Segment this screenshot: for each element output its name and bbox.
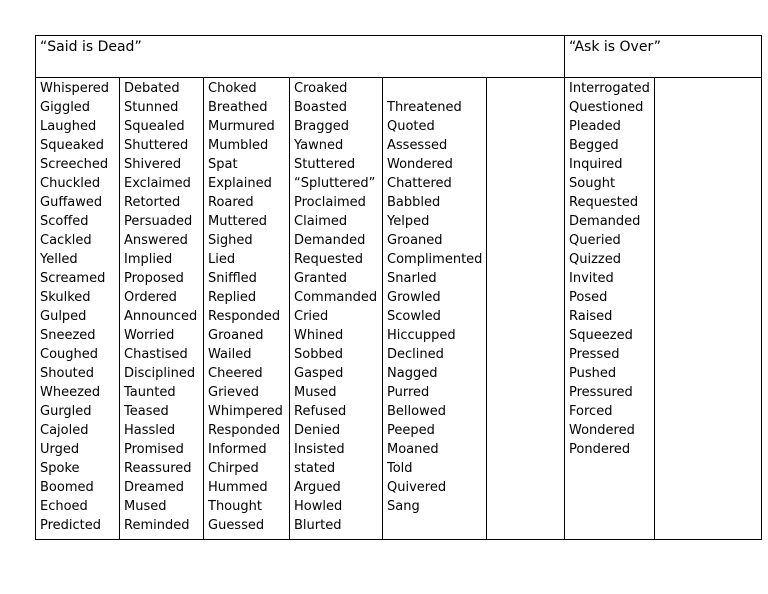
word-item: Persuaded [124,214,193,229]
word-item: Wondered [569,423,635,438]
word-item: Responded [208,309,281,324]
word-item: Interrogated [569,81,650,96]
word-item: Coughed [40,347,99,362]
word-item: Disciplined [124,366,196,381]
word-item: Boasted [294,100,347,115]
word-item: Guessed [208,518,265,533]
word-item [387,79,486,98]
word-item: Pleaded [569,119,621,134]
word-item: Chattered [387,176,452,191]
said-column-6 [487,78,565,540]
word-item: Sang [387,499,420,514]
word-item: Answered [124,233,188,248]
word-item: Groaned [387,233,443,248]
word-item: Yelled [40,252,78,267]
word-item: Laughed [40,119,97,134]
word-item: Groaned [208,328,264,343]
word-item: Sniffled [208,271,257,286]
word-item: Requested [569,195,639,210]
word-item: Pondered [569,442,631,457]
word-item: Cackled [40,233,92,248]
word-item: Posed [569,290,608,305]
word-item: Sought [569,176,616,191]
word-item: Demanded [569,214,641,229]
ask-is-over-header [565,36,762,78]
word-item: Claimed [294,214,348,229]
word-item: Yawned [294,138,344,153]
word-item: Wheezed [40,385,101,400]
word-item: Guffawed [40,195,103,210]
word-item: Shuttered [124,138,189,153]
word-item: Shivered [124,157,182,172]
word-item: Lied [208,252,236,267]
said-is-dead-title: “Said is Dead” [40,39,142,55]
word-item: Boomed [40,480,94,495]
word-item: Inquired [569,157,623,172]
word-item: Told [387,461,413,476]
word-item: Grieved [208,385,259,400]
word-item: Skulked [40,290,91,305]
word-item: Proclaimed [294,195,366,210]
word-item: Breathed [208,100,268,115]
word-item: Sighed [208,233,253,248]
word-item: Announced [124,309,198,324]
word-item: Worried [124,328,175,343]
said-column-1 [36,78,120,540]
word-item: Predicted [40,518,102,533]
word-item: Murmured [208,119,275,134]
word-item: Gulped [40,309,87,324]
word-item: Mumbled [208,138,269,153]
word-item: Begged [569,138,619,153]
word-item: Squeaked [40,138,105,153]
word-item: Chirped [208,461,259,476]
word-item: Debated [124,81,180,96]
word-item: Complimented [387,252,483,267]
word-item: Squeezed [569,328,633,343]
word-item: Wondered [387,157,453,172]
word-item: Shouted [40,366,95,381]
word-item: Peeped [387,423,435,438]
word-item: Spoke [40,461,80,476]
word-item: Proposed [124,271,184,286]
word-item: Hassled [124,423,176,438]
word-item: Echoed [40,499,88,514]
word-item: Pushed [569,366,617,381]
word-item: Invited [569,271,614,286]
word-item: Promised [124,442,184,457]
word-item: Wailed [208,347,252,362]
word-item: Urged [40,442,80,457]
word-item: Spat [208,157,238,172]
ask-column-1 [565,78,655,540]
word-item: Sneezed [40,328,96,343]
word-item: Responded [208,423,281,438]
word-item: Cried [294,309,329,324]
word-item: Granted [294,271,347,286]
said-column-3 [204,78,290,540]
word-item: Reassured [124,461,192,476]
word-item: Demanded [294,233,366,248]
word-item: Raised [569,309,613,324]
word-item: Screamed [40,271,106,286]
word-item: Stuttered [294,157,356,172]
word-item: Blurted [294,518,342,533]
word-item: Pressured [569,385,633,400]
word-item: Hiccupped [387,328,456,343]
word-item: Chuckled [40,176,101,191]
word-item: Roared [208,195,254,210]
word-item: Mused [294,385,337,400]
word-item: Screeched [40,157,109,172]
word-item: Purred [387,385,430,400]
word-item: Implied [124,252,173,267]
word-item: Threatened [387,100,462,115]
word-item: Chastised [124,347,188,362]
word-item: Cheered [208,366,263,381]
word-item: Quivered [387,480,447,495]
ask-is-over-title: “Ask is Over” [569,39,662,55]
word-item: Croaked [294,81,348,96]
word-item: Sobbed [294,347,343,362]
word-item: Mused [124,499,167,514]
word-item: Taunted [124,385,176,400]
word-item: Quoted [387,119,435,134]
word-item: Cajoled [40,423,89,438]
word-item: Assessed [387,138,448,153]
word-item: Thought [208,499,262,514]
word-item: Squealed [124,119,185,134]
word-item: Requested [294,252,364,267]
word-item: Snarled [387,271,437,286]
said-column-5 [383,78,487,540]
word-item: Nagged [387,366,438,381]
word-item: Bellowed [387,404,446,419]
word-item: Scowled [387,309,441,324]
word-item: Whispered [40,81,110,96]
word-item: Explained [208,176,272,191]
word-item: Choked [208,81,257,96]
word-item: Queried [569,233,621,248]
word-item: Insisted [294,442,345,457]
word-item: Howled [294,499,343,514]
word-item: Refused [294,404,347,419]
word-item: Stunned [124,100,179,115]
word-item: Yelped [387,214,430,229]
word-item: Replied [208,290,257,305]
word-item: Ordered [124,290,177,305]
word-item: Whined [294,328,344,343]
word-item: Moaned [387,442,439,457]
word-item: Quizzed [569,252,621,267]
ask-column-2 [655,78,762,540]
word-item: Scoffed [40,214,89,229]
word-item: Teased [124,404,169,419]
word-item: Dreamed [124,480,184,495]
said-column-4 [290,78,383,540]
word-item: Denied [294,423,341,438]
word-item: Gasped [294,366,344,381]
word-item: Babbled [387,195,441,210]
word-item: Pressed [569,347,620,362]
word-item: Hummed [208,480,268,495]
said-is-dead-header [36,36,565,78]
header-row [36,36,762,78]
word-item: Informed [208,442,267,457]
word-item: Retorted [124,195,181,210]
word-item: Muttered [208,214,267,229]
word-item: Reminded [124,518,190,533]
word-item: Growled [387,290,441,305]
word-item: Declined [387,347,444,362]
word-item: Gurgled [40,404,92,419]
word-item: Commanded [294,290,378,305]
word-item: Exclaimed [124,176,191,191]
word-item: Forced [569,404,613,419]
word-item: Argued [294,480,341,495]
said-column-2 [120,78,204,540]
word-item: Giggled [40,100,91,115]
word-item: Bragged [294,119,349,134]
word-item: Questioned [569,100,644,115]
word-row [36,78,762,540]
word-table [35,35,762,540]
word-item: stated [294,461,336,476]
word-item: “Spluttered” [294,176,376,191]
word-item: Whimpered [208,404,283,419]
